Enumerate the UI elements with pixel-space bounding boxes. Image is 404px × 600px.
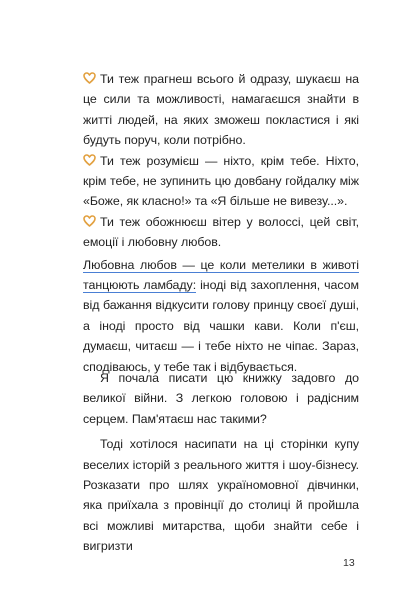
text-block-top	[83, 69, 359, 377]
paragraph	[83, 255, 359, 377]
paragraph-text: іноді від захоплення, часом від бажання відкусити голову принцу своєї душі, а іноді просто від чашки кави. Коли п'єш, думаєш, читаєш — і тебе ніхто не чіпає. Зараз, сподіваюсь, у тебе так і відбувається.	[83, 278, 359, 374]
text-block-bottom	[83, 368, 359, 557]
paragraph: Я почала писати цю книжку задовго до великої війни. З легкою головою і радісним серцем. Пам'ятаєш нас такими?	[83, 371, 359, 426]
paragraph-text: Ти теж прагнеш всього й одразу, шукаєш на це сили та можливості, намагаєшся знайти в житті людей, на яких зможеш покластися і які будуть поруч, коли потрібно.	[83, 72, 359, 148]
heart-icon	[83, 215, 96, 227]
paragraph: Тоді хотілося насипати на ці сторінки купу веселих історій з реального життя і шоу-бізнесу. Розказати про шлях україномовної дівчинки, яка приїхала з провінції до столиці й пройшла всі можливі митарства, щоби знайти себе і вигризти	[83, 437, 359, 554]
heart-icon	[83, 72, 96, 84]
highlighted-phrase: Любовна любов — це коли метелики в животі танцюють ламбаду:	[83, 257, 359, 293]
page-number: 13	[343, 557, 355, 569]
paragraph-text: Ти теж обожнюєш вітер у волоссі, цей світ, емоції і любовну любов.	[83, 214, 359, 250]
paragraph-text: Ти теж розумієш — ніхто, крім тебе. Ніхто, крім тебе, не зупинить цю довбану гойдалку між «Боже, як класно!» та «Я більше не вивезу...».	[83, 153, 359, 209]
paragraph	[83, 212, 359, 253]
heart-icon	[83, 154, 96, 166]
paragraph	[83, 69, 359, 151]
paragraph	[83, 151, 359, 212]
